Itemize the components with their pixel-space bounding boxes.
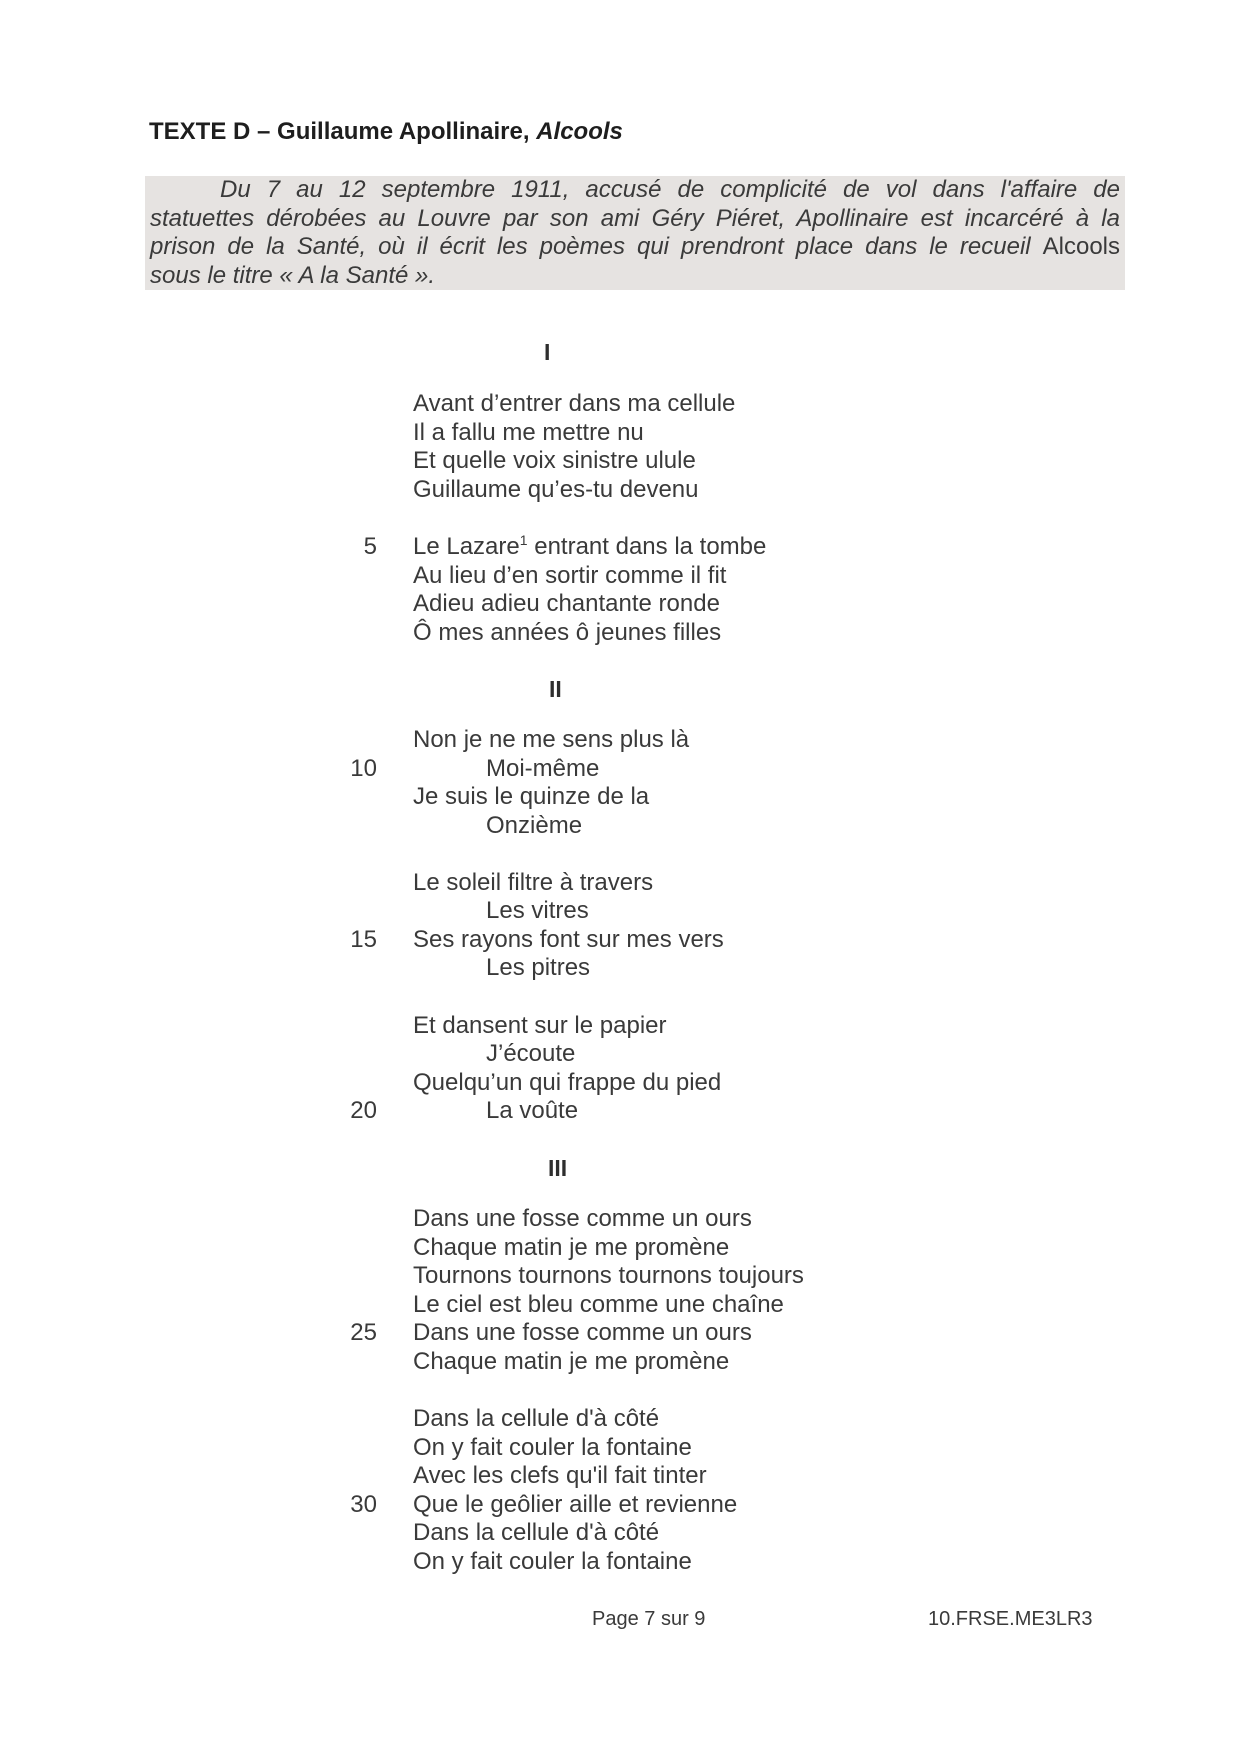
intro-line: Du 7 au 12 septembre 1911, accusé de complicité de vol dans l'affaire de bbox=[220, 176, 1120, 203]
verse: Quelqu’un qui frappe du pied bbox=[413, 1069, 722, 1096]
line-number: 20 bbox=[350, 1097, 377, 1124]
work-title: Alcools bbox=[536, 118, 623, 145]
verse: La voûte bbox=[486, 1097, 579, 1124]
page-number: Page 7 sur 9 bbox=[592, 1608, 706, 1630]
verse: Moi-même bbox=[486, 755, 600, 782]
verse: Le Lazare$^1$ entrant dans la tombe bbox=[413, 532, 767, 560]
verse: Le ciel est bleu comme une chaîne bbox=[413, 1291, 784, 1318]
verse: Avec les clefs qu'il fait tinter bbox=[413, 1462, 707, 1489]
verse: Onzième bbox=[486, 812, 583, 839]
verse: Que le geôlier aille et revienne bbox=[413, 1491, 738, 1518]
intro-line: sous le titre « A la Santé ». bbox=[150, 261, 436, 289]
verse: Et dansent sur le papier bbox=[413, 1012, 667, 1039]
verse: Dans une fosse comme un ours bbox=[413, 1205, 752, 1232]
verse: Ô mes années ô jeunes filles bbox=[413, 619, 722, 646]
intro-box bbox=[145, 176, 1125, 290]
verse: Dans la cellule d'à côté bbox=[413, 1405, 660, 1432]
verse: Ses rayons font sur mes vers bbox=[413, 926, 724, 953]
verse: J’écoute bbox=[486, 1040, 576, 1067]
document-code: 10.FRSE.ME3LR3 bbox=[928, 1608, 1093, 1630]
intro-line: statuettes dérobées au Louvre par son ami Géry Piéret, Apollinaire est incarcéré à la bbox=[150, 204, 1120, 232]
part-heading: II bbox=[549, 676, 562, 702]
verse: Je suis le quinze de la bbox=[413, 783, 650, 810]
verse: On y fait couler la fontaine bbox=[413, 1434, 692, 1461]
document-title: TEXTE D – Guillaume Apollinaire, Alcools bbox=[149, 118, 623, 145]
verse: Adieu adieu chantante ronde bbox=[413, 590, 720, 617]
verse: Guillaume qu’es-tu devenu bbox=[413, 476, 699, 503]
verse: Non je ne me sens plus là bbox=[413, 726, 690, 753]
line-number: 15 bbox=[350, 926, 377, 953]
line-number: 5 bbox=[363, 533, 377, 560]
verse: Au lieu d’en sortir comme il fit bbox=[413, 562, 727, 589]
line-number: 25 bbox=[350, 1319, 377, 1346]
verse: Avant d’entrer dans ma cellule bbox=[413, 390, 736, 417]
verse: On y fait couler la fontaine bbox=[413, 1548, 692, 1575]
verse: Chaque matin je me promène bbox=[413, 1348, 730, 1375]
footnote-marker: 1 bbox=[519, 532, 528, 548]
verse: Les pitres bbox=[486, 954, 591, 981]
verse: Le soleil filtre à travers bbox=[413, 869, 654, 896]
verse: Les vitres bbox=[486, 897, 589, 924]
line-number: 30 bbox=[350, 1491, 377, 1518]
part-heading: I bbox=[544, 339, 551, 365]
verse: Dans la cellule d'à côté bbox=[413, 1519, 660, 1546]
line-number: 10 bbox=[350, 755, 377, 782]
intro-line: prison de la Santé, où il écrit les poèmes qui prendront place dans le recueil Alcools bbox=[150, 233, 1120, 260]
verse: Et quelle voix sinistre ulule bbox=[413, 447, 696, 474]
part-heading: III bbox=[548, 1155, 568, 1181]
verse: Dans une fosse comme un ours bbox=[413, 1319, 752, 1346]
verse: Il a fallu me mettre nu bbox=[413, 419, 644, 446]
verse: Tournons tournons tournons toujours bbox=[413, 1262, 804, 1289]
verse: Chaque matin je me promène bbox=[413, 1234, 730, 1261]
